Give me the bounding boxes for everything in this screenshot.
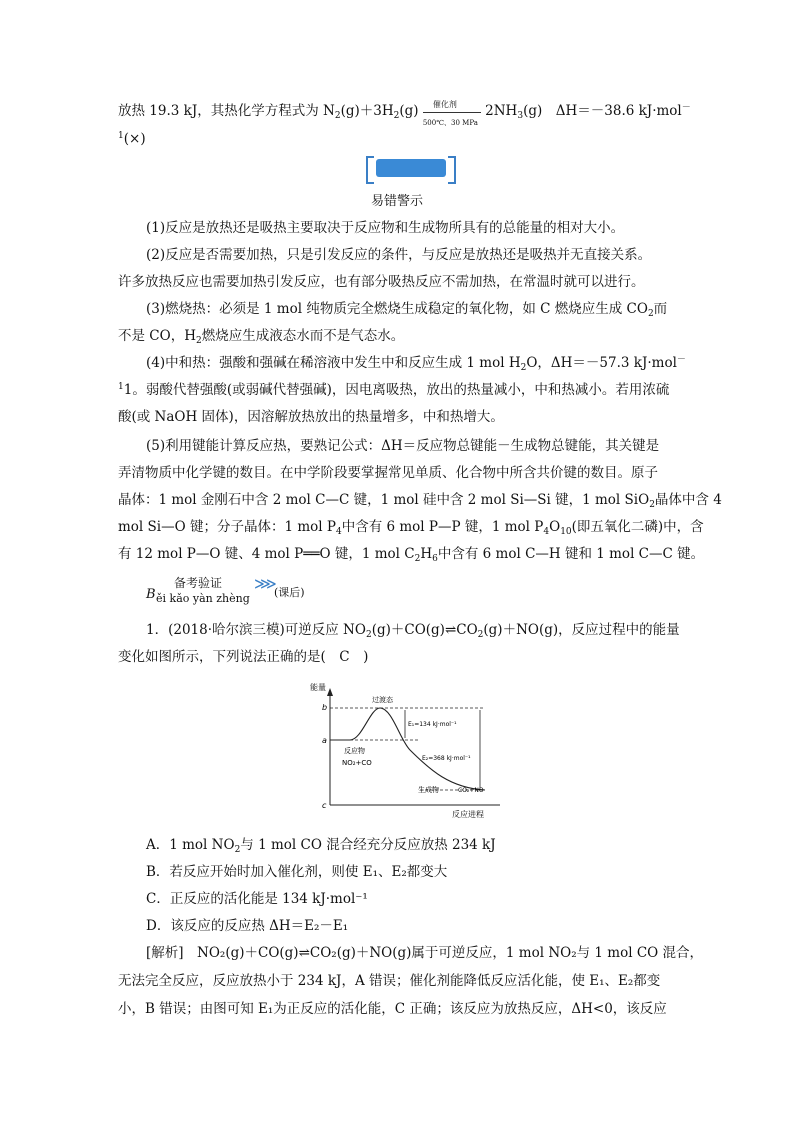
x-axis-label: 反应进程 — [452, 810, 484, 819]
reactant-formula: NO₂+CO — [342, 759, 372, 767]
warning-4-cont: $^1$1。弱酸代替强酸(或弱碱代替强碱)，因电离吸热，放出的热量减小，中和热减小。若用浓硫 — [118, 382, 670, 398]
option-c: C．正反应的活化能是 134 kJ·mol⁻¹ — [146, 891, 368, 907]
level-a: a — [322, 736, 327, 745]
e1-label: E₁=134 kJ·mol⁻¹ — [408, 721, 457, 728]
warning-4: (4)中和热：强酸和强碱在稀溶液中发生中和反应生成 1 mol $H_2O$，ΔH＝－57.3 kJ·mol－ — [146, 355, 686, 373]
y-axis-label: 能量 — [310, 683, 326, 692]
analysis-2: 无法完全反应，反应放热小于 234 kJ，A 错误；催化剂能降低反应活化能，使 E₁、E₂都变 — [118, 973, 661, 989]
energy-diagram — [300, 680, 510, 820]
product-label: 生成物 — [418, 786, 439, 794]
question-1-cont: 变化如图所示，下列说法正确的是( C ) — [118, 649, 369, 665]
option-b: B．若反应开始时加入催化剂，则使 E₁、E₂都变大 — [146, 864, 448, 880]
intro-equation: 放热 19.3 kJ，其热化学方程式为 $N_2(g)+3H_2(g)$ 催化剂 500℃、30 MPa $2NH_3(g)$ ΔH＝－38.6 kJ·mol－ — [118, 99, 691, 127]
section-banner — [366, 156, 456, 182]
level-b: b — [322, 703, 328, 712]
warning-5-l5: 有 12 mol P—O 键、4 mol P══O 键，1 mol $C_2H_6$中含有 6 mol C—H 键和 1 mol C—C 键。 — [118, 546, 705, 564]
product-formula: CO₂+NO — [458, 787, 484, 794]
warning-5-l4: mol Si—O 键；分子晶体：1 mol $P_4$中含有 6 mol P—P 键，1 mol $P_4O_{10}$(即五氧化二磷)中，含 — [118, 519, 704, 537]
e2-label: E₂=368 kJ·mol⁻¹ — [422, 755, 471, 762]
warning-3: (3)燃烧热：必须是 1 mol 纯物质完全燃烧生成稳定的氧化物，如 C 燃烧应生成 $CO_2$而 — [146, 301, 668, 319]
reaction-conditions: 催化剂 500℃、30 MPa — [423, 105, 481, 119]
warning-4-cont2: 酸(或 NaOH 固体)，因溶解放热放出的热量增多，中和热增大。 — [118, 409, 504, 425]
warning-5-l3: 晶体：1 mol 金刚石中含 2 mol C—C 键，1 mol 硅中含 2 mol Si—Si 键，1 mol SiO$_2$晶体中含 4 — [118, 492, 722, 510]
transition-state-label: 过渡态 — [372, 696, 393, 704]
level-c: c — [322, 801, 327, 810]
warning-1: (1)反应是放热还是吸热主要取决于反应物和生成物所具有的总能量的相对大小。 — [146, 220, 625, 236]
warning-2-cont: 许多放热反应也需要加热引发反应，也有部分吸热反应不需加热，在常温时就可以进行。 — [118, 274, 645, 290]
analysis-3: 小，B 错误；由图可知 E₁为正反应的活化能，C 正确；该反应为放热反应，ΔH<0，该反应 — [118, 1001, 667, 1017]
analysis-1: [解析] NO₂(g)＋CO(g)⇌CO₂(g)＋NO(g)属于可逆反应，1 mol NO₂与 1 mol CO 混合， — [146, 945, 704, 961]
warning-2: (2)反应是否需要加热，只是引发反应的条件，与反应是放热还是吸热并无直接关系。 — [146, 247, 652, 263]
chevron-right-icon: ⋙ — [254, 574, 277, 593]
intro-judgement: $^1$(×) — [118, 131, 146, 147]
reactant-label: 反应物 — [344, 747, 365, 755]
section-title: 易错警示 — [370, 194, 423, 209]
option-a: A．1 mol $NO_2$与 1 mol CO 混合经充分反应放热 234 kJ — [146, 837, 496, 855]
warning-5-l2: 弄清物质中化学键的数目。在中学阶段要掌握常见单质、化合物中所含共价键的数目。原子 — [118, 465, 658, 481]
option-d: D．该反应的反应热 ΔH＝E₂－E₁ — [146, 918, 349, 934]
question-1: 1．(2018·哈尔滨三模)可逆反应 $NO_2(g)+CO(g)\rightleftharpoons CO_2(g)+NO(g)$，反应过程中的能量 — [146, 622, 680, 640]
warning-3-cont: 不是 CO，$H_2$燃烧应生成液态水而不是气态水。 — [118, 328, 405, 346]
warning-5: (5)利用键能计算反应热，要熟记公式：ΔH＝反应物总键能－生成物总键能，其关键是 — [146, 438, 660, 454]
